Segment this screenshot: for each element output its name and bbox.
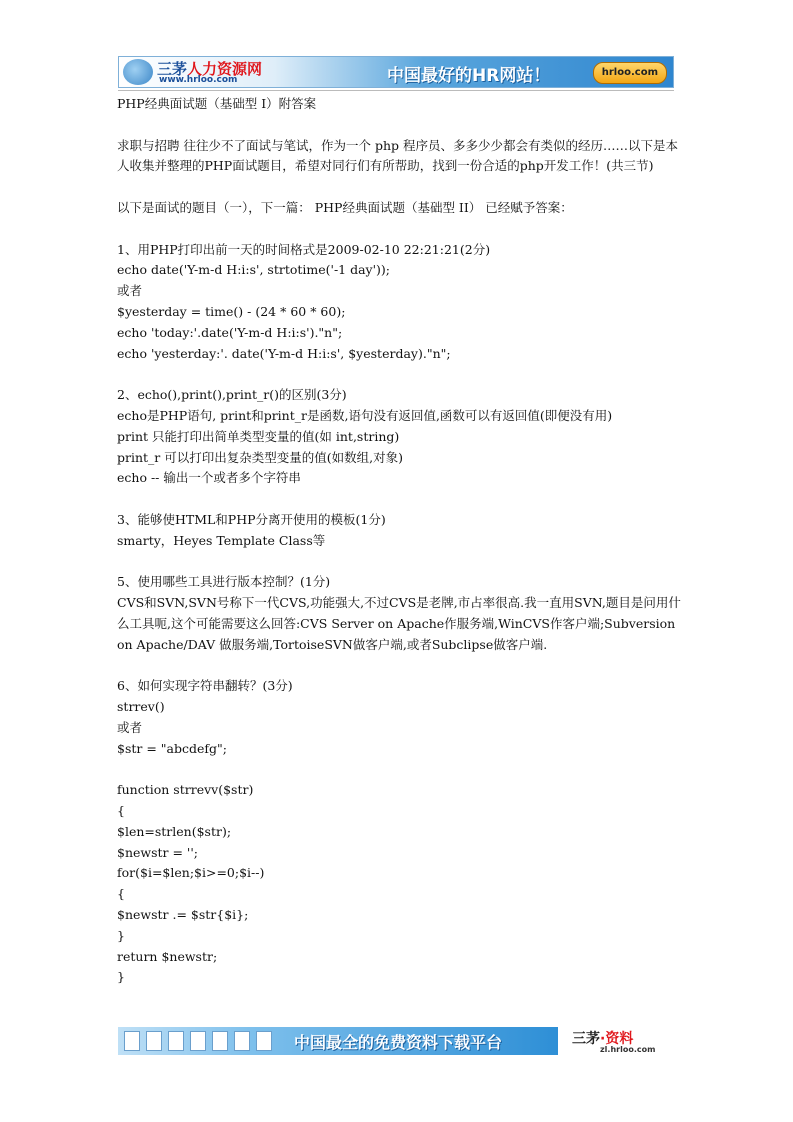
- text-line: smarty，Heyes Template Class等: [117, 532, 326, 548]
- text-line: 求职与招聘 往往少不了面试与笔试，作为一个 php 程序员、多多少少都会有类似的经历……以下是本人收集并整理的PHP面试题目，希望对同行们有所帮助，找到一份合适的php开发工作！(共三节): [117, 137, 678, 174]
- text-line: print_r 可以打印出复杂类型变量的值(如数组,对象): [117, 449, 403, 465]
- text-line: 以下是面试的题目（一），下一篇： PHP经典面试题（基础型 II） 已经赋予答案：: [117, 199, 573, 215]
- document-icon: [124, 1031, 140, 1051]
- footer-slogan: 中国最全的免费资料下载平台: [294, 1033, 503, 1052]
- document-icon: [168, 1031, 184, 1051]
- text-line: 5、使用哪些工具进行版本控制？(1分): [117, 574, 331, 590]
- text-line: }: [117, 927, 125, 943]
- text-line: }: [117, 969, 125, 985]
- blank-line: [117, 760, 683, 781]
- blank-line: [117, 115, 683, 136]
- text-line: echo 'yesterday:'. date('Y-m-d H:i:s', $yesterday)."n";: [117, 345, 451, 361]
- document-thumbnails: [124, 1031, 272, 1051]
- text-line: 或者: [117, 719, 143, 735]
- text-line: $newstr .= $str{$i};: [117, 907, 249, 923]
- text-line: print 只能打印出简单类型变量的值(如 int,string): [117, 428, 400, 444]
- footer-logo-part1: 三茅: [572, 1031, 600, 1047]
- text-line: echo是PHP语句, print和print_r是函数,语句没有返回值,函数可以有返回值(即便没有用): [117, 407, 613, 423]
- blank-line: [117, 489, 683, 510]
- text-line: $newstr = '';: [117, 844, 199, 860]
- text-line: return $newstr;: [117, 948, 218, 964]
- text-line: CVS和SVN,SVN号称下一代CVS,功能强大,不过CVS是老牌,市占率很高.我一直用SVN,题目是问用什么工具呃,这个可能需要这么回答:CVS Server on Apache作服务端,WinCVS作客户端;Subversion on Apache/DAV 做服务端,TortoiseSVN做客户端,或者Subclipse做客户端.: [117, 595, 681, 652]
- text-line: 或者: [117, 283, 143, 299]
- document-icon: [146, 1031, 162, 1051]
- text-line: echo -- 输出一个或者多个字符串: [117, 470, 301, 486]
- blank-line: [117, 364, 683, 385]
- document-body: [117, 94, 683, 988]
- blank-line: [117, 552, 683, 573]
- page-title: PHP经典面试题（基础型 I）附答案: [117, 96, 317, 111]
- blank-line: [117, 656, 683, 677]
- brand-part2: 人力资源网: [187, 60, 263, 78]
- text-line: echo date('Y-m-d H:i:s', strtotime('-1 day'));: [117, 262, 391, 278]
- brand-part1: 三茅: [157, 60, 188, 78]
- text-line: $len=strlen($str);: [117, 823, 232, 839]
- text-line: $str = "abcdefg";: [117, 740, 227, 756]
- footer-logo[interactable]: [572, 1028, 682, 1056]
- text-line: strrev(): [117, 699, 165, 715]
- footer-logo-part2: ·资料: [600, 1031, 634, 1047]
- document-icon: [190, 1031, 206, 1051]
- text-line: echo 'today:'.date('Y-m-d H:i:s')."n";: [117, 324, 343, 340]
- blank-line: [117, 219, 683, 240]
- header-banner[interactable]: [118, 56, 674, 88]
- text-line: 2、echo(),print(),print_r()的区别(3分): [117, 387, 347, 403]
- document-icon: [212, 1031, 228, 1051]
- header-slogan: 中国最好的HR网站！: [387, 66, 551, 86]
- logo-icon: [123, 59, 153, 85]
- document-icon: [256, 1031, 272, 1051]
- text-line: for($i=$len;$i>=0;$i--): [117, 865, 265, 881]
- text-line: 3、能够使HTML和PHP分离开使用的模板(1分): [117, 511, 386, 527]
- brand-url: www.hrloo.com: [159, 75, 238, 85]
- text-line: function strrevv($str): [117, 782, 254, 798]
- document-icon: [234, 1031, 250, 1051]
- blank-line: [117, 177, 683, 198]
- text-line: {: [117, 886, 125, 902]
- text-line: 6、如何实现字符串翻转？(3分): [117, 678, 293, 694]
- footer-logo-url: zl.hrloo.com: [600, 1045, 656, 1054]
- text-line: 1、用PHP打印出前一天的时间格式是2009-02-10 22:21:21(2分): [117, 241, 491, 257]
- text-line: $yesterday = time() - (24 * 60 * 60);: [117, 303, 346, 319]
- header-divider: [118, 90, 674, 91]
- text-line: {: [117, 803, 125, 819]
- footer-banner[interactable]: [118, 1027, 558, 1055]
- hrloo-button[interactable]: hrloo.com: [593, 62, 667, 84]
